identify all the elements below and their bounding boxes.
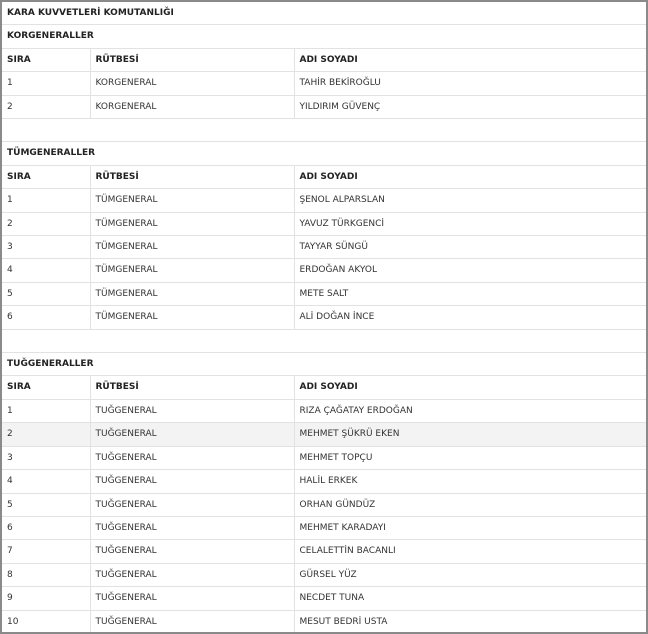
table-row: [2, 470, 646, 493]
cell-ad: YILDIRIM GÜVENÇ: [294, 95, 646, 118]
cell-rutbe: TUĞGENERAL: [90, 446, 294, 469]
table-title-row: [2, 2, 646, 25]
cell-ad: ERDOĞAN AKYOL: [294, 259, 646, 282]
header-ad: ADI SOYADI: [294, 165, 646, 188]
cell-rutbe: TUĞGENERAL: [90, 470, 294, 493]
column-header-row: [2, 165, 646, 188]
table-row: [2, 610, 646, 633]
cell-rutbe: KORGENERAL: [90, 72, 294, 95]
table-row: [2, 493, 646, 516]
table-row: [2, 516, 646, 539]
cell-sira: 3: [2, 236, 90, 259]
header-sira: SIRA: [2, 165, 90, 188]
cell-rutbe: TÜMGENERAL: [90, 306, 294, 329]
cell-ad: MEHMET ŞÜKRÜ EKEN: [294, 423, 646, 446]
cell-rutbe: TUĞGENERAL: [90, 399, 294, 422]
cell-sira: 1: [2, 399, 90, 422]
table-row: [2, 587, 646, 610]
cell-rutbe: TUĞGENERAL: [90, 516, 294, 539]
cell-rutbe: TUĞGENERAL: [90, 540, 294, 563]
cell-ad: ŞENOL ALPARSLAN: [294, 189, 646, 212]
cell-ad: MEHMET TOPÇU: [294, 446, 646, 469]
table-row: [2, 259, 646, 282]
header-sira: SIRA: [2, 376, 90, 399]
cell-ad: RIZA ÇAĞATAY ERDOĞAN: [294, 399, 646, 422]
cell-sira: 5: [2, 282, 90, 305]
cell-sira: 8: [2, 563, 90, 586]
cell-sira: 6: [2, 516, 90, 539]
cell-ad: ORHAN GÜNDÜZ: [294, 493, 646, 516]
spacer-cell: [2, 119, 646, 142]
section-heading-row: [2, 353, 646, 376]
cell-rutbe: TUĞGENERAL: [90, 610, 294, 633]
header-rutbe: RÜTBESİ: [90, 376, 294, 399]
cell-sira: 5: [2, 493, 90, 516]
spacer-cell: [2, 329, 646, 352]
cell-rutbe: TÜMGENERAL: [90, 189, 294, 212]
table-row: [2, 282, 646, 305]
header-rutbe: RÜTBESİ: [90, 48, 294, 71]
table-row: [2, 189, 646, 212]
table-row: [2, 446, 646, 469]
table-row: [2, 563, 646, 586]
cell-sira: 10: [2, 610, 90, 633]
cell-rutbe: TUĞGENERAL: [90, 587, 294, 610]
cell-sira: 7: [2, 540, 90, 563]
table-row: [2, 306, 646, 329]
section-heading-row: [2, 142, 646, 165]
cell-ad: CELALETTİN BACANLI: [294, 540, 646, 563]
header-rutbe: RÜTBESİ: [90, 165, 294, 188]
column-header-row: [2, 376, 646, 399]
cell-sira: 4: [2, 259, 90, 282]
header-sira: SIRA: [2, 48, 90, 71]
section-heading: TÜMGENERALLER: [2, 142, 646, 165]
cell-rutbe: TÜMGENERAL: [90, 282, 294, 305]
table-row: [2, 212, 646, 235]
cell-ad: ALİ DOĞAN İNCE: [294, 306, 646, 329]
table-row: [2, 95, 646, 118]
cell-sira: 2: [2, 212, 90, 235]
section-heading-row: [2, 25, 646, 48]
officers-table-body: [2, 2, 646, 633]
cell-ad: YAVUZ TÜRKGENCİ: [294, 212, 646, 235]
cell-sira: 4: [2, 470, 90, 493]
cell-rutbe: TÜMGENERAL: [90, 212, 294, 235]
cell-sira: 2: [2, 95, 90, 118]
cell-ad: HALİL ERKEK: [294, 470, 646, 493]
cell-sira: 9: [2, 587, 90, 610]
cell-sira: 6: [2, 306, 90, 329]
section-spacer: [2, 119, 646, 142]
cell-sira: 1: [2, 72, 90, 95]
header-ad: ADI SOYADI: [294, 376, 646, 399]
table-row: [2, 399, 646, 422]
cell-ad: MEHMET KARADAYI: [294, 516, 646, 539]
cell-sira: 1: [2, 189, 90, 212]
cell-ad: MESUT BEDRİ USTA: [294, 610, 646, 633]
cell-sira: 3: [2, 446, 90, 469]
column-header-row: [2, 48, 646, 71]
cell-rutbe: TUĞGENERAL: [90, 493, 294, 516]
cell-ad: NECDET TUNA: [294, 587, 646, 610]
officers-table: [2, 2, 646, 634]
cell-ad: GÜRSEL YÜZ: [294, 563, 646, 586]
header-ad: ADI SOYADI: [294, 48, 646, 71]
table-row: [2, 236, 646, 259]
page-title: KARA KUVVETLERİ KOMUTANLIĞI: [2, 2, 646, 25]
cell-rutbe: TUĞGENERAL: [90, 423, 294, 446]
section-heading: TUĞGENERALLER: [2, 353, 646, 376]
cell-sira: 2: [2, 423, 90, 446]
cell-rutbe: TUĞGENERAL: [90, 563, 294, 586]
cell-ad: METE SALT: [294, 282, 646, 305]
cell-rutbe: TÜMGENERAL: [90, 236, 294, 259]
section-spacer: [2, 329, 646, 352]
table-row: [2, 72, 646, 95]
section-heading: KORGENERALLER: [2, 25, 646, 48]
cell-rutbe: TÜMGENERAL: [90, 259, 294, 282]
table-row: [2, 423, 646, 446]
cell-rutbe: KORGENERAL: [90, 95, 294, 118]
cell-ad: TAHİR BEKİROĞLU: [294, 72, 646, 95]
cell-ad: TAYYAR SÜNGÜ: [294, 236, 646, 259]
table-row: [2, 540, 646, 563]
